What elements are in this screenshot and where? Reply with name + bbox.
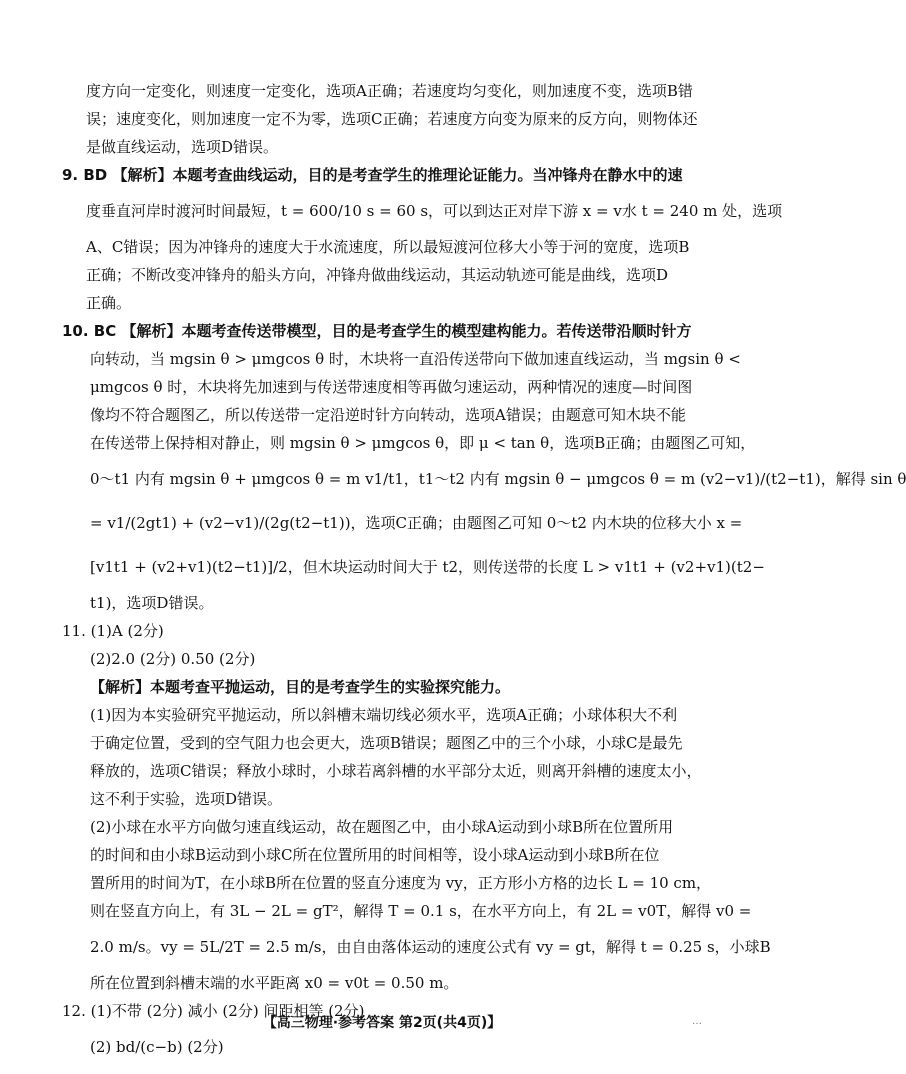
- text-line: A、C错误；因为冲锋舟的速度大于水流速度，所以最短渡河位移大小等于河的宽度，选项B: [86, 238, 690, 256]
- text-line: 【解析】本题考查平抛运动，目的是考查学生的实验探究能力。: [90, 678, 511, 696]
- text-line: 0～t1 内有 mgsin θ + μmgcos θ = m v1/t1，t1～t2 内有 mgsin θ − μmgcos θ = m (v2−v1)/(t2−t1)，解得 sin θ: [90, 470, 906, 488]
- text-line: (1)因为本实验研究平抛运动，所以斜槽末端切线必须水平，选项A正确；小球体积大不利: [90, 706, 678, 724]
- text-line: 则在竖直方向上，有 3L − 2L = gT²，解得 T = 0.1 s，在水平方向上，有 2L = v0T，解得 v0 =: [90, 902, 752, 920]
- text-line: 在传送带上保持相对静止，则 mgsin θ > μmgcos θ，即 μ < tan θ，选项B正确；由题图乙可知，: [90, 434, 756, 452]
- text-line: 误；速度变化，则加速度一定不为零，选项C正确；若速度方向变为原来的反方向，则物体还: [86, 110, 698, 128]
- text-line: 释放的，选项C错误；释放小球时，小球若离斜槽的水平部分太近，则离开斜槽的速度太小，: [90, 762, 702, 780]
- text-line: 10. BC 【解析】本题考查传送带模型，目的是考查学生的模型建构能力。若传送带沿顺时针方: [62, 322, 692, 340]
- text-line: (2) bd/(c−b) (2分): [90, 1038, 224, 1056]
- text-line: 度方向一定变化，则速度一定变化，选项A正确；若速度均匀变化，则加速度不变，选项B错: [86, 82, 693, 100]
- text-line: 12. (1)不带 (2分) 减小 (2分) 间距相等 (2分): [62, 1002, 365, 1020]
- text-line: 9. BD 【解析】本题考查曲线运动，目的是考查学生的推理论证能力。当冲锋舟在静水中的速: [62, 166, 683, 184]
- text-line: (2)2.0 (2分) 0.50 (2分): [90, 650, 256, 668]
- text-line: [v1t1 + (v2+v1)(t2−t1)]/2，但木块运动时间大于 t2，则传送带的长度 L > v1t1 + (v2+v1)(t2−: [90, 558, 765, 576]
- text-line: 的时间和由小球B运动到小球C所在位置所用的时间相等，设小球A运动到小球B所在位: [90, 846, 660, 864]
- text-line: 正确；不断改变冲锋舟的船头方向，冲锋舟做曲线运动，其运动轨迹可能是曲线，选项D: [86, 266, 669, 284]
- page-footer: 【高三物理·参考答案 第2页(共4页)】: [262, 1015, 502, 1031]
- text-line: 度垂直河岸时渡河时间最短，t = 600/10 s = 60 s，可以到达正对岸下游 x = v水 t = 240 m 处，选项: [86, 202, 783, 220]
- text-line: 置所用的时间为T，在小球B所在位置的竖直分速度为 vy，正方形小方格的边长 L = 10 cm，: [90, 874, 712, 892]
- text-line: (2)小球在水平方向做匀速直线运动，故在题图乙中，由小球A运动到小球B所在位置所用: [90, 818, 674, 836]
- text-line: 正确。: [86, 294, 132, 312]
- text-line: 所在位置到斜槽末端的水平距离 x0 = v0t = 0.50 m。: [90, 974, 459, 992]
- text-line: μmgcos θ 时，木块将先加速到与传送带速度相等再做匀速运动，两种情况的速度—时间图: [90, 378, 693, 396]
- text-line: 于确定位置，受到的空气阻力也会更大，选项B错误；题图乙中的三个小球，小球C是最先: [90, 734, 683, 752]
- answer-content: [62, 77, 906, 1069]
- corner-mark: …: [692, 1016, 702, 1027]
- text-line: 11. (1)A (2分): [62, 622, 164, 640]
- text-line: 向转动，当 mgsin θ > μmgcos θ 时，木块将一直沿传送带向下做加速直线运动，当 mgsin θ <: [90, 350, 741, 368]
- text-line: t1)，选项D错误。: [90, 594, 214, 612]
- text-line: 像均不符合题图乙，所以传送带一定沿逆时针方向转动，选项A错误；由题意可知木块不能: [90, 406, 686, 424]
- text-line: 是做直线运动，选项D错误。: [86, 138, 279, 156]
- text-line: 这不利于实验，选项D错误。: [90, 790, 283, 808]
- text-line: 2.0 m/s。vy = 5L/2T = 2.5 m/s，由自由落体运动的速度公式有 vy = gt，解得 t = 0.25 s，小球B: [90, 938, 771, 956]
- text-line: = v1/(2gt1) + (v2−v1)/(2g(t2−t1))，选项C正确；由题图乙可知 0～t2 内木块的位移大小 x =: [90, 514, 743, 532]
